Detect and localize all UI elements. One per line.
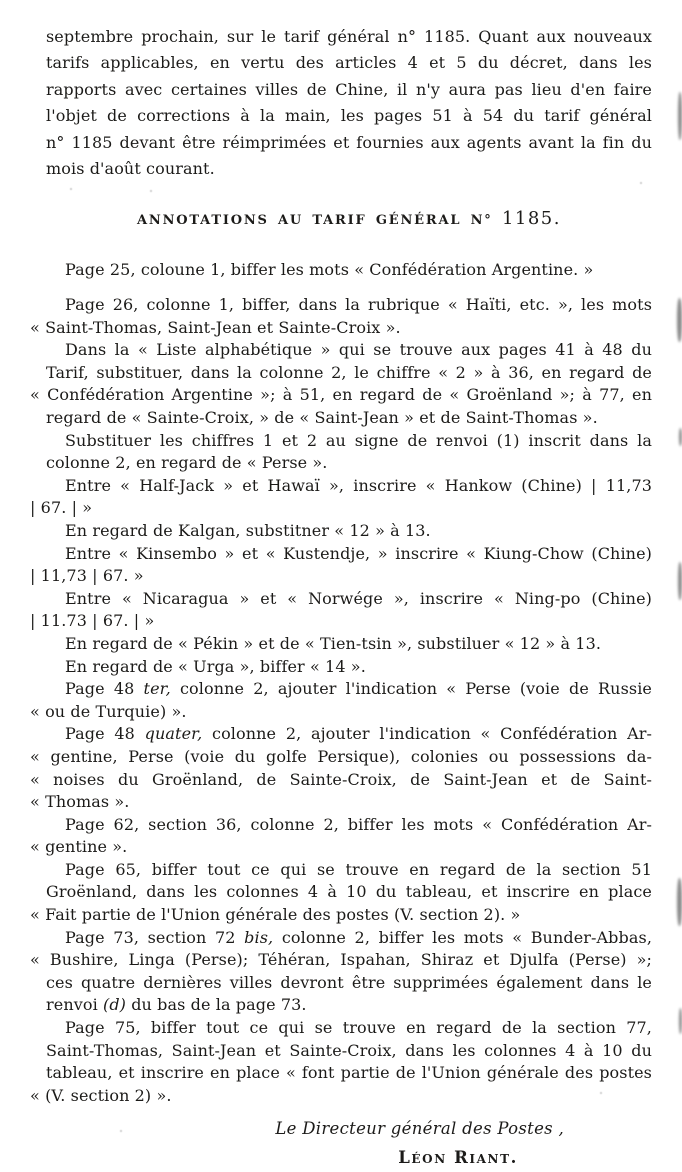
paragraph [30,927,653,1017]
edge-smudge [677,878,682,926]
heading-text: ANNOTATIONS AU TARIF GÉNÉRAL N° [137,213,493,229]
text-line: colonne 2, en regard de « Perse ». [46,453,328,473]
text-line: Page 25, coloune 1, biffer les mots « Confédération Argentine. » [65,260,594,280]
heading-number: 1185. [501,208,561,230]
paragraph [30,678,652,723]
speck [150,190,152,192]
paragraph [30,723,652,813]
text-line: | 11,73 | 67. » [30,566,144,586]
text-line: « gentine, Perse (voie du golfe Persique), colonies ou possessions da- [30,746,652,766]
paragraph [46,259,652,282]
paragraph [46,24,652,182]
text-line: Substituer les chiffres 1 et 2 au signe de renvoi (1) inscrit dans la [65,430,652,450]
edge-smudge [677,298,682,342]
paragraph [30,339,652,429]
section-heading [46,208,652,229]
text-line: tarifs applicables, en vertu des articles 4 et 5 du décret, dans les [46,53,652,73]
text-line: ces quatre dernières villes devront être supprimées également dans le [46,972,652,992]
text-line: renvoi (d) du bas de la page 73. [46,995,307,1015]
text-line: Page 26, colonne 1, biffer, dans la rubrique « Haïti, etc. », les mots [65,295,652,315]
text-line: « Thomas ». [30,792,130,812]
text-line: mois d'août courant. [46,159,215,179]
paragraph [30,859,652,927]
edge-smudge [678,92,682,140]
text-line: « Fait partie de l'Union générale des postes (V. section 2). » [30,905,521,925]
speck [460,1152,462,1154]
text-line: Entre « Kinsembo » et « Kustendje, » inscrire « Kiung-Chow (Chine) [65,543,652,563]
paragraph [30,543,652,588]
speck [120,1130,122,1132]
paragraph [46,430,652,475]
intro-paragraph [46,24,652,182]
text-line: « gentine ». [30,837,128,857]
text-line: | 67. | » [30,498,93,518]
text-line: regard de « Sainte-Croix, » de « Saint-Jean » et de Saint-Thomas ». [46,408,598,427]
text-line: Entre « Nicaragua » et « Norwége », inscrire « Ning-po (Chine) [65,588,652,608]
text-line: Page 62, section 36, colonne 2, biffer les mots « Confédération Ar- [65,814,652,834]
text-line: « Bushire, Linga (Perse); Téhéran, Ispahan, Shiraz et Djulfa (Perse) »; [30,950,652,970]
paragraph [46,520,652,543]
text-line: rapports avec certaines villes de Chine, il n'y aura pas lieu d'en faire [46,79,652,99]
text-line: « ou de Turquie) ». [30,701,187,721]
text-line: « Saint-Thomas, Saint-Jean et Sainte-Croix ». [30,317,401,337]
text-line: Page 65, biffer tout ce qui se trouve en regard de la section 51 [65,859,652,879]
paragraph [30,294,652,339]
speck [640,182,642,184]
paragraph [46,656,652,679]
text-line: Page 48 ter, colonne 2, ajouter l'indication « Perse (voie de Russie [65,679,652,699]
text-line: l'objet de corrections à la main, les pages 51 à 54 du tarif général [46,106,652,126]
paragraph [30,475,652,520]
signature-name: Léon Riant. [398,1148,518,1168]
text-line: Page 73, section 72 bis, colonne 2, biffer les mots « Bunder-Abbas, [65,927,653,947]
text-line: Page 75, biffer tout ce qui se trouve en regard de la section 77, [65,1018,652,1038]
text-line: n° 1185 devant être réimprimées et fournies aux agents avant la fin du [46,132,652,152]
signature-block [46,1119,652,1167]
text-line: Page 48 quater, colonne 2, ajouter l'indication « Confédération Ar- [65,724,652,744]
text-line: En regard de « Urga », biffer « 14 ». [65,656,366,676]
paragraph [30,814,652,859]
text-line: Dans la « Liste alphabétique » qui se trouve aux pages 41 à 48 du [65,340,652,360]
text-line: Groënland, dans les colonnes 4 à 10 du tableau, et inscrire en place [46,882,652,902]
text-line: Entre « Half-Jack » et Hawaï », inscrire « Hankow (Chine) | 11,73 [65,475,652,495]
text-line: En regard de « Pékin » et de « Tien-tsin », substiluer « 12 » à 13. [65,633,602,653]
text-line: Tarif, substituer, dans la colonne 2, le chiffre « 2 » à 36, en regard de [46,362,652,382]
speck [600,1092,602,1094]
edge-smudge [678,562,682,600]
text-line: septembre prochain, sur le tarif général n° 1185. Quant aux nouveaux [46,27,652,46]
paragraph [30,1017,652,1107]
annotations-list [30,259,653,1107]
text-line: « (V. section 2) ». [30,1085,172,1105]
paragraph [46,633,652,656]
text-line: « Confédération Argentine »; à 51, en regard de « Groënland »; à 77, en [30,385,652,405]
text-line: Saint-Thomas, Saint-Jean et Sainte-Croix, dans les colonnes 4 à 10 du [46,1040,652,1060]
speck [70,188,72,190]
text-line: « noises du Groënland, de Sainte-Croix, de Saint-Jean et de Saint- [30,769,652,789]
text-line: En regard de Kalgan, substitner « 12 » à 13. [65,520,431,540]
paragraph [30,588,652,633]
text-line: tableau, et inscrire en place « font partie de l'Union générale des postes [46,1063,652,1083]
signature-role: Le Directeur général des Postes , [275,1119,564,1139]
text-line: | 11.73 | 67. | » [30,611,155,631]
